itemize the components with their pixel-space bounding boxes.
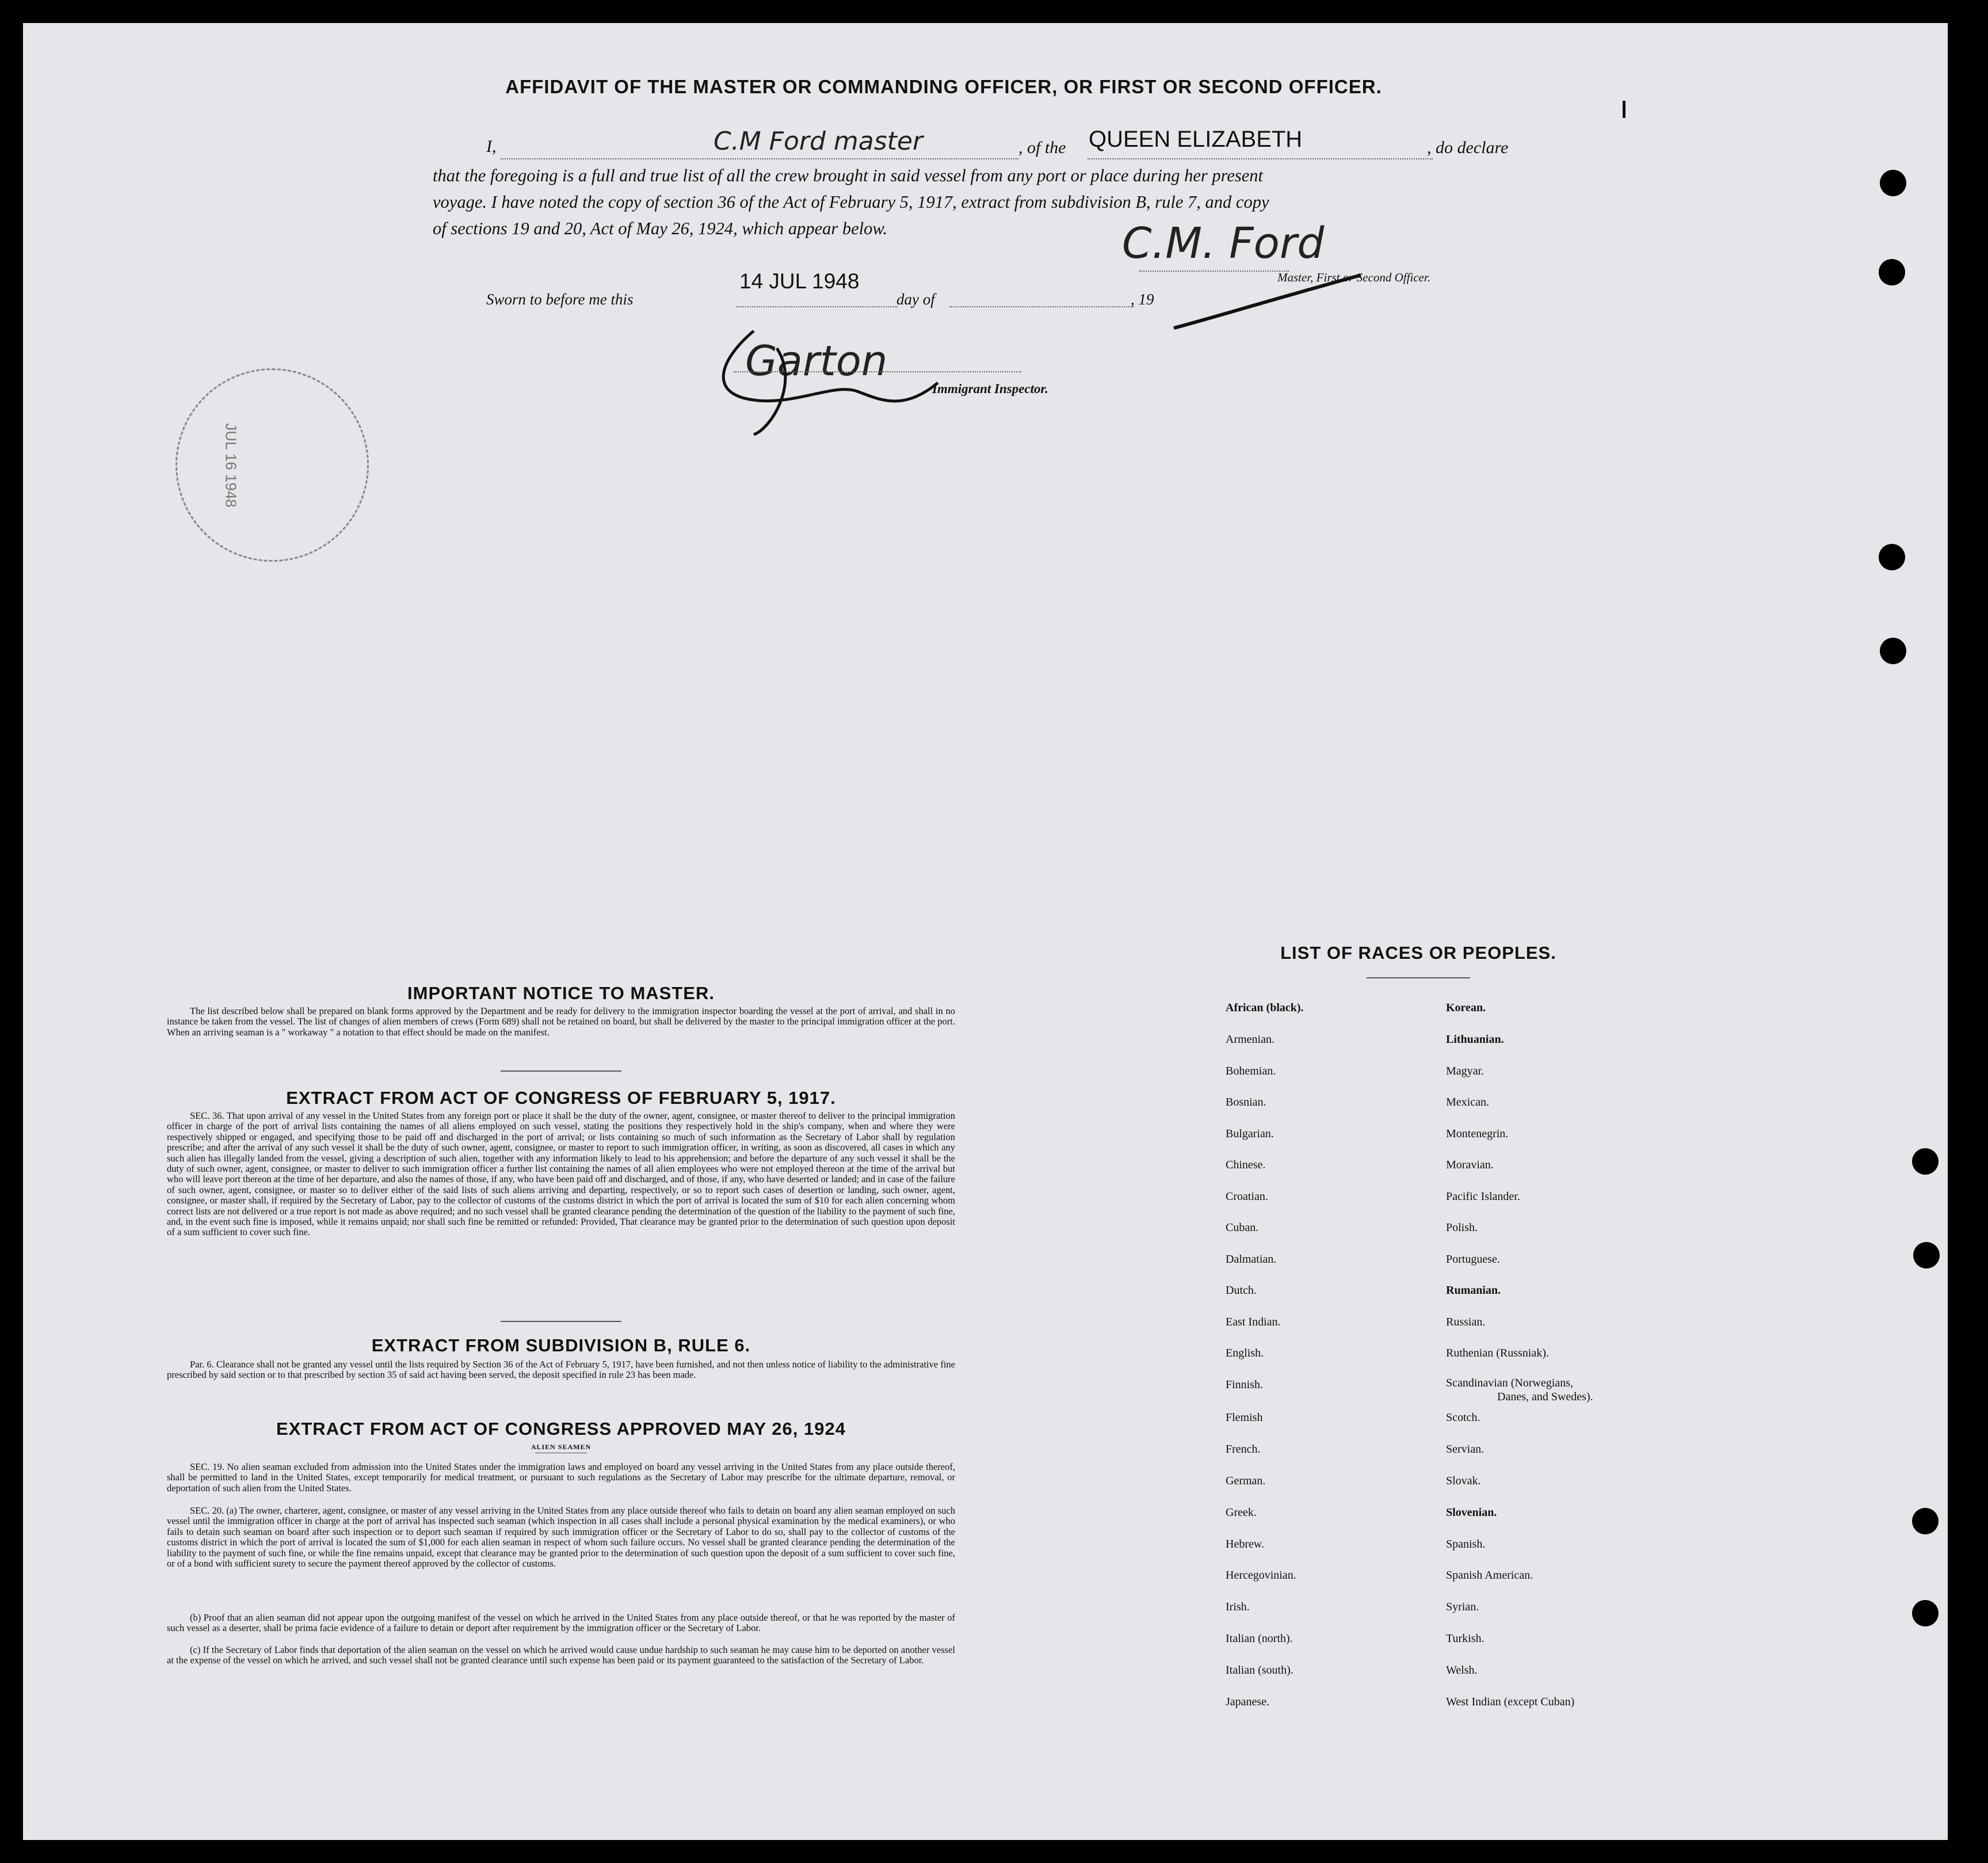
extract-1917-divider [501, 1321, 621, 1322]
race-item: Pacific Islander. [1446, 1190, 1520, 1203]
subdivision-b-text: Par. 6. Clearance shall not be granted any vessel until the lists required by Section 36 of the Act of February 5, 1917, have been furnished, and not then unless notice of liability to the administrative fine prescribed by said section or to that prescribed by section 35 of said act having been served, the deposit specified in rule 23 has been made. [167, 1359, 955, 1381]
race-item: Italian (south). [1226, 1664, 1293, 1677]
race-item: Magyar. [1446, 1065, 1485, 1077]
sworn-month-line [949, 306, 1134, 307]
race-item: German. [1226, 1475, 1266, 1487]
vessel-name: QUEEN ELIZABETH [1089, 127, 1303, 152]
race-item: Korean. [1446, 1001, 1486, 1014]
notice-text: The list described below shall be prepared on blank forms approved by the Department and be ready for delivery to the immigration inspector boarding the vessel at the port of arrival, and shall in no instance be taken from the vessel. The list of changes of alien members of crews (Form 689) shall not be retained on board, but shall be delivered by the master to the principal immigration officer at the port. When an arriving seaman is a " workaway " a notation to that effect should be made on the manifest. [167, 1005, 955, 1038]
extract-1924-subtitle: ALIEN SEAMEN [531, 1443, 592, 1451]
race-item: Chinese. [1226, 1159, 1266, 1171]
extract-1924-title: EXTRACT FROM ACT OF CONGRESS APPROVED MAY 26, 1924 [276, 1419, 846, 1439]
race-item: Dutch. [1226, 1284, 1257, 1297]
race-item: African (black). [1226, 1001, 1304, 1014]
race-item: French. [1226, 1443, 1261, 1456]
notice-divider [501, 1070, 621, 1072]
race-item: Syrian. [1446, 1601, 1479, 1613]
race-item: Finnish. [1226, 1378, 1264, 1391]
margin-mark [1623, 101, 1625, 118]
race-item: Portuguese. [1446, 1253, 1500, 1266]
race-item: Scotch. [1446, 1411, 1480, 1424]
race-item: Scandinavian (Norwegians, [1446, 1377, 1574, 1389]
punch-hole [1912, 1508, 1939, 1534]
master-name-line [501, 158, 1018, 159]
race-item: Croatian. [1226, 1190, 1268, 1203]
vessel-name-line [1088, 158, 1433, 159]
race-item: English. [1226, 1347, 1264, 1359]
sworn-day-line [737, 306, 898, 307]
day-of-label: day of [896, 291, 935, 308]
affidavit-line-1: that the foregoing is a full and true list of all the crew brought in said vessel from any port or place during her present [433, 166, 1264, 185]
punch-hole [1912, 1148, 1939, 1175]
race-item: Turkish. [1446, 1632, 1485, 1645]
master-signature: C.M. Ford [1122, 219, 1325, 268]
affidavit-line-3: of sections 19 and 20, Act of May 26, 1924, which appear below. [433, 219, 888, 238]
punch-hole [1879, 259, 1905, 285]
subdivision-b-title: EXTRACT FROM SUBDIVISION B, RULE 6. [371, 1335, 751, 1355]
master-name: C.M Ford master [713, 127, 924, 156]
race-item: Bohemian. [1226, 1065, 1276, 1077]
race-item: Slovenian. [1446, 1506, 1497, 1519]
sec20a-text: SEC. 20. (a) The owner, charterer, agent, consignee, or master of any vessel arriving in the United States from any place outside thereof who fails to detain on board any alien seaman employed on such vessel until the immigration officer in charge at the port of arrival has inspected such seaman (which inspection in all cases shall include a personal physical examination by the medical examiners), or who fails to detain such seaman on board after such inspection or to deport such seaman if required by such immigration officer or the Secretary of Labor to do so, shall pay to the collector of customs of the customs district in which the port of arrival is located the sum of $1,000 for each alien seaman in respect of whom such failure occurs. No vessel shall be granted clearance pending the determination of the liability to the payment of such fine, or while the fine remains unpaid, except that clearance may be granted prior to the determination of such question upon the deposit of a sum sufficient to cover such fine, or of a bond with sufficient surety to secure the payment thereof approved by the collector of customs. [167, 1505, 955, 1569]
inspector-signature-flourish [685, 314, 949, 440]
race-item: Russian. [1446, 1316, 1486, 1328]
extract-1917-text: SEC. 36. That upon arrival of any vessel in the United States from any foreign port or place it shall be the duty of the owner, agent, consignee, or master thereof to deliver to the principal immigration officer in charge of the port of arrival lists containing the names of all aliens employed on such vessel, stating the positions they respectively hold in the ship's company, when and where they were respectively shipped or engaged, and specifying those to be paid off and discharged in the port of arrival; or lists containing so much of such information as the Secretary of Labor shall by regulation prescribe; and after the arrival of any such vessel it shall be the duty of such owner, agent, consignee, or master to report to such immigration officer, in writing, as soon as discovered, all cases in which any such alien has illegally landed from the vessel, giving a description of such alien, together with any information likely to lead to his apprehension; and before the departure of any such vessel it shall be the duty of such owner, agent, consignee, or master to deliver to such immigration officer a further list containing the names of all alien employees who were not employed thereon at the time of the arrival but who will leave port thereon at the time of her departure, and also the names of those, if any, who have been paid off and discharged, and of those, if any, who have deserted or landed; and in case of the failure of such owner, agent, consignee, or master so to deliver either of the said lists of such aliens arriving and departing, respectively, or so to report such cases of desertion or landing, such owner, agent, consignee, or master shall, if required by the Secretary of Labor, pay to the collector of customs of the customs district in which the port of arrival is located the sum of $10 for each alien concerning whom correct lists are not delivered or a true report is not made as above required; and no such vessel shall be granted clearance pending the determination of the question of the liability to the payment of such fine, and, in the event such fine is imposed, while it remains unpaid; nor shall such fine be remitted or refunded: Provided, That clearance may be granted prior to the determination of such question upon deposit of a sum sufficient to cover such fine. [167, 1110, 955, 1238]
punch-hole [1880, 170, 1906, 196]
race-item: Welsh. [1446, 1664, 1478, 1677]
inspector-line [734, 371, 1021, 372]
race-item: Bosnian. [1226, 1096, 1266, 1108]
race-item: Hebrew. [1226, 1538, 1265, 1550]
sec20b-text: (b) Proof that an alien seaman did not appear upon the outgoing manifest of the vessel on which he arrived in the United States from any place outside thereof, or that he was reported by the master of such vessel as a deserter, shall be prima facie evidence of a failure to detain or deport after requirement by the immigration officer or the Secretary of Labor. [167, 1612, 955, 1634]
race-item: Mexican. [1446, 1096, 1489, 1108]
race-item: Hercegovinian. [1226, 1569, 1296, 1582]
race-item: Spanish. [1446, 1538, 1486, 1550]
inspector-label: Immigrant Inspector. [932, 382, 1048, 396]
race-item: Dalmatian. [1226, 1253, 1277, 1266]
i-label: I, [486, 137, 497, 156]
race-item: Slovak. [1446, 1475, 1481, 1487]
notice-title: IMPORTANT NOTICE TO MASTER. [407, 983, 715, 1003]
extract-1917-title: EXTRACT FROM ACT OF CONGRESS OF FEBRUARY 5, 1917. [286, 1088, 836, 1108]
race-item: Montenegrin. [1446, 1127, 1509, 1140]
sec19-text: SEC. 19. No alien seaman excluded from admission into the United States under the immigration laws and employed on board any vessel arriving in the United States from any place outside thereof, shall be permitted to land in the United States, except temporarily for medical treatment, or pursuant to such regulations as the Secretary of Labor may prescribe for the ultimate departure, removal, or deportation of such alien from the United States. [167, 1461, 955, 1494]
inspector-signature: Garton [745, 337, 888, 385]
race-item: Spanish American. [1446, 1569, 1533, 1582]
race-item: Moravian. [1446, 1159, 1494, 1171]
affidavit-line-2: voyage. I have noted the copy of section 36 of the Act of February 5, 1917, extract from subdivision B, rule 7, and copy [433, 192, 1269, 212]
race-item: East Indian. [1226, 1316, 1281, 1328]
race-item: Servian. [1446, 1443, 1485, 1456]
year-prefix: , 19 [1131, 291, 1154, 308]
race-item: Lithuanian. [1446, 1033, 1504, 1046]
race-item: Japanese. [1226, 1696, 1270, 1708]
document-page [23, 23, 1948, 1840]
race-item-continuation: Danes, and Swedes). [1497, 1390, 1593, 1403]
race-item: Ruthenian (Russniak). [1446, 1347, 1549, 1359]
race-item: Italian (north). [1226, 1632, 1293, 1645]
punch-hole [1880, 638, 1906, 664]
punch-hole [1879, 544, 1905, 570]
round-stamp-date: JUL 16 1948 [222, 423, 240, 508]
round-stamp [175, 368, 369, 562]
sworn-label: Sworn to before me this [486, 291, 634, 308]
of-the-label: , of the [1018, 138, 1066, 157]
race-item: Cuban. [1226, 1221, 1259, 1234]
race-item: Armenian. [1226, 1033, 1275, 1046]
race-item: Bulgarian. [1226, 1127, 1274, 1140]
sworn-date-stamp: 14 JUL 1948 [739, 269, 860, 293]
race-item: Greek. [1226, 1506, 1257, 1519]
affidavit-title: AFFIDAVIT OF THE MASTER OR COMMANDING OFFICER, OR FIRST OR SECOND OFFICER. [505, 76, 1382, 97]
sec20c-text: (c) If the Secretary of Labor finds that deportation of the alien seaman on the vessel on which he arrived would cause undue hardship to such seaman he may cause him to be deported on another vessel at the expense of the vessel on which he arrived, and such vessel shall not be granted clearance until such expense has been paid or its payment guaranteed to the satisfaction of the Secretary of Labor. [167, 1644, 955, 1666]
punch-hole [1913, 1242, 1940, 1268]
race-item: Polish. [1446, 1221, 1478, 1234]
race-item: Rumanian. [1446, 1284, 1501, 1297]
do-declare-label: , do declare [1427, 138, 1509, 157]
races-title: LIST OF RACES OR PEOPLES. [1280, 943, 1556, 963]
race-item: Flemish [1226, 1411, 1263, 1424]
race-item: West Indian (except Cuban) [1446, 1696, 1575, 1708]
punch-hole [1912, 1600, 1939, 1626]
signature-flourish [1171, 271, 1367, 340]
races-divider [1367, 977, 1470, 978]
race-item: Irish. [1226, 1601, 1250, 1613]
officer-title: Master, First or Second Officer. [1277, 271, 1430, 284]
